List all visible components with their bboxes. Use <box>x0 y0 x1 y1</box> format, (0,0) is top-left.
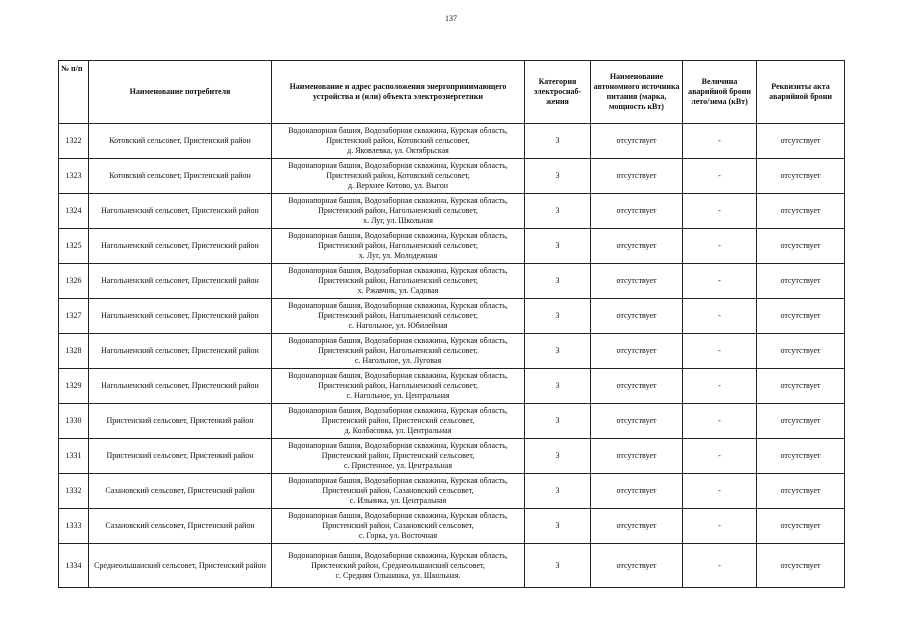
row-num: 1325 <box>59 229 89 264</box>
table-row <box>59 124 845 159</box>
row-category: 3 <box>525 404 591 439</box>
header-details: Реквизиты акта аварийной брони <box>757 61 845 124</box>
row-consumer: Нагольненский сельсовет, Пристенский район <box>89 194 272 229</box>
row-source: отсутствует <box>591 194 683 229</box>
table-row <box>59 544 845 588</box>
row-category: 3 <box>525 439 591 474</box>
row-category: 3 <box>525 194 591 229</box>
row-source: отсутствует <box>591 159 683 194</box>
row-source: отсутствует <box>591 299 683 334</box>
row-consumer: Котовский сельсовет, Пристенский район <box>89 124 272 159</box>
row-device-line2: д. Верхнее Котово, ул. Выгон <box>348 181 448 190</box>
row-device-line2: с. Ильинка, ул. Центральная <box>349 496 447 505</box>
table-row <box>59 159 845 194</box>
row-device-line1: Водонапорная башня, Водозаборная скважина, Курская область, Пристенский район, Нагольненский сельсовет, <box>288 196 508 215</box>
row-consumer: Сазановский сельсовет, Пристенский район <box>89 509 272 544</box>
row-category: 3 <box>525 334 591 369</box>
row-device <box>272 124 525 159</box>
row-details: отсутствует <box>757 509 845 544</box>
row-num: 1322 <box>59 124 89 159</box>
row-device-line2: с. Пристенное, ул. Центральная <box>343 461 453 470</box>
row-consumer: Пристенский сельсовет, Пристенкий район <box>89 404 272 439</box>
row-device-line1: Водонапорная башня, Водозаборная скважина, Курская область, Пристенский район, Сазановский сельсовет, <box>288 511 508 530</box>
header-source: Наименование автономного источника питания (марка, мощность кВт) <box>591 61 683 124</box>
row-num: 1331 <box>59 439 89 474</box>
row-consumer: Сазановский сельсовет, Пристенский район <box>89 474 272 509</box>
row-source: отсутствует <box>591 264 683 299</box>
row-details: отсутствует <box>757 194 845 229</box>
row-device-line2: с. Нагольное, ул. Луговая <box>354 356 442 365</box>
row-category: 3 <box>525 124 591 159</box>
table-row <box>59 404 845 439</box>
row-num: 1330 <box>59 404 89 439</box>
header-device: Наименование и адрес расположения энергопринимающего устройства и (или) объекта электроэнергетики <box>272 61 525 124</box>
row-device <box>272 334 525 369</box>
row-category: 3 <box>525 229 591 264</box>
row-details: отсутствует <box>757 404 845 439</box>
row-reserve: - <box>683 159 757 194</box>
row-details: отсутствует <box>757 229 845 264</box>
row-reserve: - <box>683 404 757 439</box>
row-device-line1: Водонапорная башня, Водозаборная скважина, Курская область, Пристенский район, Нагольненский сельсовет, <box>288 336 508 355</box>
row-category: 3 <box>525 509 591 544</box>
row-num: 1329 <box>59 369 89 404</box>
row-source: отсутствует <box>591 369 683 404</box>
table-row <box>59 474 845 509</box>
row-device-line1: Водонапорная башня, Водозаборная скважина, Курская область, Пристенский район, Нагольненский сельсовет, <box>288 371 508 390</box>
table-row <box>59 509 845 544</box>
row-category: 3 <box>525 159 591 194</box>
row-device-line1: Водонапорная башня, Водозаборная скважина, Курская область, Пристенский район, Нагольненский сельсовет, <box>288 231 508 250</box>
row-device-line1: Водонапорная башня, Водозаборная скважина, Курская область, Пристенский район, Котовский сельсовет, <box>288 161 508 180</box>
row-device <box>272 544 525 588</box>
row-reserve: - <box>683 544 757 588</box>
row-category: 3 <box>525 369 591 404</box>
row-category: 3 <box>525 474 591 509</box>
row-category: 3 <box>525 264 591 299</box>
row-details: отсутствует <box>757 474 845 509</box>
row-reserve: - <box>683 264 757 299</box>
row-device-line1: Водонапорная башня, Водозаборная скважина, Курская область, Пристенский район, Котовский сельсовет, <box>288 126 508 145</box>
row-source: отсутствует <box>591 439 683 474</box>
row-device-line1: Водонапорная башня, Водозаборная скважина, Курская область, Пристенский район, Пристенский сельсовет, <box>288 406 508 425</box>
row-device-line2: с. Горка, ул. Восточная <box>358 531 438 540</box>
row-device-line1: Водонапорная башня, Водозаборная скважина, Курская область, Пристенский район, Пристенский сельсовет, <box>288 441 508 460</box>
row-device <box>272 439 525 474</box>
table-row <box>59 264 845 299</box>
table-row <box>59 194 845 229</box>
row-consumer: Котовский сельсовет, Пристенский район <box>89 159 272 194</box>
row-consumer: Нагольненский сельсовет, Пристенский район <box>89 299 272 334</box>
row-source: отсутствует <box>591 544 683 588</box>
row-device <box>272 159 525 194</box>
row-num: 1332 <box>59 474 89 509</box>
header-reserve: Величина аварийной брони лето/зима (кВт) <box>683 61 757 124</box>
row-num: 1327 <box>59 299 89 334</box>
row-consumer: Нагольненский сельсовет, Пристенский район <box>89 334 272 369</box>
row-device-line1: Водонапорная башня, Водозаборная скважина, Курская область, Пристенский район, Среднеольшанский сельсовет, <box>288 550 508 570</box>
row-reserve: - <box>683 439 757 474</box>
row-details: отсутствует <box>757 369 845 404</box>
row-device-line2: с. Нагольное, ул. Юбилейная <box>348 321 448 330</box>
table-header-row <box>59 61 845 124</box>
row-device <box>272 474 525 509</box>
row-device-line2: х. Луг, ул. Школьная <box>363 216 433 225</box>
row-device-line2: х. Луг, ул. Молодежная <box>358 251 438 260</box>
row-device-line2: с. Нагольное, ул. Центральная <box>346 391 450 400</box>
table-row <box>59 299 845 334</box>
table-row <box>59 439 845 474</box>
emergency-reserve-table <box>58 60 845 588</box>
header-consumer: Наименование потребителя <box>89 61 272 124</box>
row-reserve: - <box>683 124 757 159</box>
row-device-line2: с. Средняя Ольшанка, ул. Школьная. <box>335 570 461 580</box>
row-details: отсутствует <box>757 439 845 474</box>
row-reserve: - <box>683 229 757 264</box>
row-device-line1: Водонапорная башня, Водозаборная скважина, Курская область, Пристенский район, Нагольненский сельсовет, <box>288 301 508 320</box>
row-num: 1333 <box>59 509 89 544</box>
row-source: отсутствует <box>591 124 683 159</box>
table-row <box>59 334 845 369</box>
row-device-line1: Водонапорная башня, Водозаборная скважина, Курская область, Пристенский район, Сазановский сельсовет, <box>288 476 508 495</box>
row-device <box>272 369 525 404</box>
row-reserve: - <box>683 299 757 334</box>
row-consumer: Нагольненский сельсовет, Пристенский район <box>89 264 272 299</box>
row-device-line2: д. Яковлевка, ул. Октябрьская <box>347 146 449 155</box>
row-details: отсутствует <box>757 264 845 299</box>
row-num: 1326 <box>59 264 89 299</box>
row-source: отсутствует <box>591 229 683 264</box>
row-device <box>272 229 525 264</box>
table-row <box>59 369 845 404</box>
row-device-line1: Водонапорная башня, Водозаборная скважина, Курская область, Пристенский район, Нагольненский сельсовет, <box>288 266 508 285</box>
row-category: 3 <box>525 299 591 334</box>
row-details: отсутствует <box>757 124 845 159</box>
row-source: отсутствует <box>591 334 683 369</box>
row-consumer: Нагольненский сельсовет, Пристенский район <box>89 229 272 264</box>
row-device <box>272 264 525 299</box>
row-device-line2: д. Колбасовка, ул. Центральная <box>344 426 452 435</box>
table-row <box>59 229 845 264</box>
header-num: № п/п <box>59 61 89 124</box>
row-num: 1334 <box>59 544 89 588</box>
row-details: отсутствует <box>757 544 845 588</box>
header-category: Категория электроснаб-жения <box>525 61 591 124</box>
row-reserve: - <box>683 194 757 229</box>
row-num: 1328 <box>59 334 89 369</box>
row-reserve: - <box>683 334 757 369</box>
row-device <box>272 194 525 229</box>
row-source: отсутствует <box>591 474 683 509</box>
row-details: отсутствует <box>757 159 845 194</box>
row-source: отсутствует <box>591 404 683 439</box>
row-details: отсутствует <box>757 334 845 369</box>
row-device <box>272 299 525 334</box>
row-device <box>272 404 525 439</box>
row-consumer: Пристенский сельсовет, Пристенкий район <box>89 439 272 474</box>
page-number: 137 <box>445 14 457 23</box>
row-category: 3 <box>525 544 591 588</box>
row-device <box>272 509 525 544</box>
row-source: отсутствует <box>591 509 683 544</box>
row-consumer: Нагольненский сельсовет, Пристенский район <box>89 369 272 404</box>
row-num: 1323 <box>59 159 89 194</box>
row-reserve: - <box>683 369 757 404</box>
row-consumer: Среднеольшанский сельсовет, Пристенский район <box>89 544 272 588</box>
row-num: 1324 <box>59 194 89 229</box>
row-reserve: - <box>683 474 757 509</box>
row-details: отсутствует <box>757 299 845 334</box>
row-reserve: - <box>683 509 757 544</box>
row-device-line2: х. Ржавчик, ул. Садовая <box>357 286 439 295</box>
